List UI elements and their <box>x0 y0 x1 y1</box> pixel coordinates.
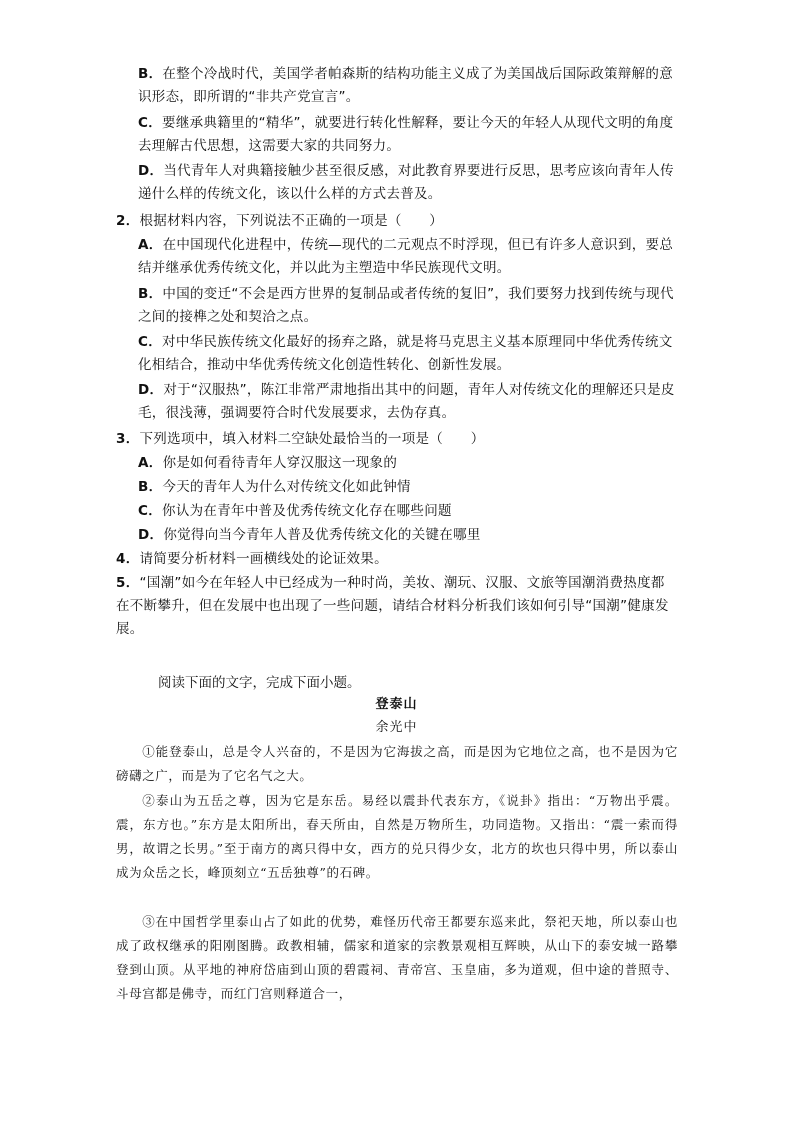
option-text: 你是如何看待青年人穿汉服这一现象的 <box>162 455 398 471</box>
q2-option-b <box>138 283 678 329</box>
option-label: B． <box>138 479 163 495</box>
question-3-stem <box>116 428 676 451</box>
q2-option-d <box>138 379 678 425</box>
option-text: 在整个冷战时代，美国学者帕森斯的结构功能主义成了为美国战后国际政策辩解的意识形态，即所谓的“非共产党宣言”。 <box>138 66 673 105</box>
q3-option-b <box>138 476 678 499</box>
question-number: 3． <box>116 431 140 447</box>
option-label: A． <box>138 455 163 471</box>
q1-option-b <box>138 63 678 109</box>
option-text: 你认为在青年中普及优秀传统文化存在哪些问题 <box>162 503 452 519</box>
q3-option-a <box>138 452 678 475</box>
article-title: 登泰山 <box>375 697 418 712</box>
question-text: 下列选项中，填入材料二空缺处最恰当的一项是（ ） <box>139 431 485 447</box>
option-label: C． <box>138 334 163 350</box>
option-text: 要继承典籍里的“精华”，就要进行转化性解释，要让今天的年轻人从现代文明的角度去理解古代思想，这需要大家的共同努力。 <box>138 115 674 154</box>
question-text: 根据材料内容，下列说法不正确的一项是（ ） <box>139 213 444 229</box>
option-label: D． <box>138 382 164 398</box>
option-text: 在中国现代化进程中，传统—现代的二元观点不时浮现，但已有许多人意识到，要总结并继承优秀传统文化，并以此为主塑造中华民族现代文明。 <box>138 237 674 276</box>
option-label: C． <box>138 503 163 519</box>
article-paragraph-1: ①能登泰山，总是令人兴奋的，不是因为它海拔之高，而是因为它地位之高，也不是因为它磅礴之广，而是为了它名气之大。 <box>116 744 678 783</box>
option-label: B． <box>138 286 163 302</box>
option-text: 今天的青年人为什么对传统文化如此钟情 <box>162 479 411 495</box>
option-text: 对中华民族传统文化最好的扬弃之路，就是将马克思主义基本原理同中华优秀传统文化相结合，推动中华优秀传统文化创造性转化、创新性发展。 <box>138 334 673 373</box>
option-text: 对于“汉服热”，陈江非常严肃地指出其中的问题，青年人对传统文化的理解还只是皮毛，很浅薄，强调要符合时代发展要求，去伪存真。 <box>138 382 675 421</box>
question-number: 2． <box>116 213 140 229</box>
option-label: C． <box>138 115 163 131</box>
option-text: 当代青年人对典籍接触少甚至很反感，对此教育界要进行反思，思考应该向青年人传递什么样的传统文化，该以什么样的方式去普及。 <box>138 163 674 202</box>
q2-option-a <box>138 234 678 280</box>
option-text: 中国的变迁“不会是西方世界的复制品或者传统的复旧”，我们要努力找到传统与现代之间的接榫之处和契洽之点。 <box>138 286 674 325</box>
q3-option-d <box>138 524 678 547</box>
q2-option-c <box>138 331 678 377</box>
q1-option-d <box>138 160 678 206</box>
article-paragraph-3: ③在中国哲学里泰山占了如此的优势，难怪历代帝王都要东巡来此，祭祀天地，所以泰山也成了政权继承的阳刚图腾。政教相辅，儒家和道家的宗教景观相互辉映，从山下的泰安城一路攀登到山顶。从平地的神府岱庙到山顶的碧霞祠、青帝宫、玉皇庙，多为道观，但中途的普照寺、斗母宫都是佛寺，而红门宫则释道合一， <box>116 914 678 1001</box>
article-author: 余光中 <box>375 720 418 735</box>
option-label: A． <box>138 237 163 253</box>
question-number: 4． <box>116 551 140 567</box>
reading-intro: 阅读下面的文字，完成下面小题。 <box>158 675 361 691</box>
option-label: D． <box>138 527 164 543</box>
article-paragraph-2: ②泰山为五岳之尊，因为它是东岳。易经以震卦代表东方，《说卦》指出：“万物出乎震。震，东方也。”东方是太阳所出，春天所由，自然是万物所生，功同造物。又指出：“震一索而得男，故谓之长男。”至于南方的离只得中女，西方的兑只得少女，北方的坎也只得中男，所以泰山成为众岳之长，峰顶刻立“五岳独尊”的石碑。 <box>116 793 678 880</box>
question-4-stem <box>116 548 676 571</box>
question-2-stem <box>116 210 676 233</box>
question-5-stem <box>116 572 678 641</box>
q1-option-c <box>138 112 678 158</box>
option-label: D． <box>138 163 164 179</box>
q3-option-c <box>138 500 678 523</box>
option-text: 你觉得向当今青年人普及优秀传统文化的关键在哪里 <box>163 527 481 543</box>
option-label: B． <box>138 66 163 82</box>
question-text: “国潮”如今在年轻人中已经成为一种时尚，美妆、潮玩、汉服、文旅等国潮消费热度都在不断攀升，但在发展中也出现了一些问题，请结合材料分析我们该如何引导“国潮”健康发展。 <box>116 575 669 637</box>
question-number: 5． <box>116 575 140 591</box>
question-text: 请简要分析材料一画横线处的论证效果。 <box>139 551 388 567</box>
